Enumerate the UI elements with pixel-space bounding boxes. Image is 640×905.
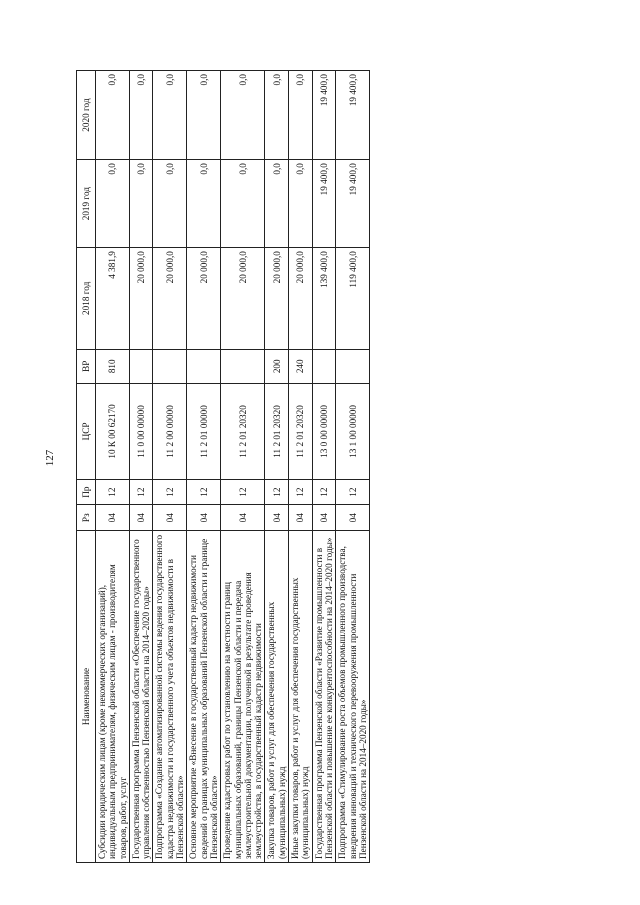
table-row: [129, 71, 153, 863]
header-2020: 2020 год: [77, 71, 96, 160]
cell-pr: 12: [129, 479, 153, 505]
cell-2019: 19 400,0: [336, 160, 370, 248]
cell-name: Государственная программа Пензенской области «Обеспечение государственного управления собственностью Пензенской области на 2014–2020 годы»: [129, 531, 153, 863]
cell-csr: 11 2 01 20320: [289, 384, 313, 480]
cell-2018: 4 381,9: [96, 248, 130, 349]
cell-name: Подпрограмма «Стимулирование роста объемов промышленного производства, внедрения инноваций и технического перевооружения промышленности Пензенской области на 2014–2020 годы»: [336, 531, 370, 863]
cell-csr: 10 К 00 62170: [96, 384, 130, 480]
cell-2019: 0,0: [265, 160, 289, 248]
cell-rz: 04: [336, 505, 370, 531]
table-row: [96, 71, 130, 863]
cell-vr: 200: [265, 349, 289, 384]
cell-csr: 13 0 00 00000: [312, 384, 336, 480]
cell-rz: 04: [129, 505, 153, 531]
rotated-table-frame: [76, 70, 568, 863]
cell-2020: 0,0: [129, 71, 153, 160]
header-name: Наименование: [77, 531, 96, 863]
page-number: 127: [44, 449, 56, 467]
cell-2020: 19 400,0: [312, 71, 336, 160]
cell-csr: 11 2 01 20320: [221, 384, 265, 480]
table-row: [187, 71, 221, 863]
header-csr: ЦСР: [77, 384, 96, 480]
cell-vr: 810: [96, 349, 130, 384]
cell-pr: 12: [153, 479, 187, 505]
cell-pr: 12: [265, 479, 289, 505]
cell-name: Субсидии юридическим лицам (кроме некоммерческих организаций), индивидуальным предпринимателям, физическим лицам - производителям товаров, работ, услуг: [96, 531, 130, 863]
table-row: [336, 71, 370, 863]
cell-2020: 19 400,0: [336, 71, 370, 160]
cell-2019: 0,0: [289, 160, 313, 248]
cell-2018: 20 000,0: [187, 248, 221, 349]
budget-table-container: [76, 70, 568, 863]
cell-csr: 13 1 00 00000: [336, 384, 370, 480]
cell-rz: 04: [187, 505, 221, 531]
cell-rz: 04: [289, 505, 313, 531]
cell-pr: 12: [336, 479, 370, 505]
cell-2019: 0,0: [221, 160, 265, 248]
table-row: [221, 71, 265, 863]
cell-name: Основное мероприятие «Внесение в государственный кадастр недвижимости сведений о границах муниципальных образований Пензенской области и границе Пензенской области»: [187, 531, 221, 863]
cell-vr: [129, 349, 153, 384]
cell-csr: 11 2 01 20320: [265, 384, 289, 480]
cell-pr: 12: [221, 479, 265, 505]
cell-2018: 20 000,0: [129, 248, 153, 349]
table-row: [312, 71, 336, 863]
cell-pr: 12: [96, 479, 130, 505]
cell-pr: 12: [312, 479, 336, 505]
cell-2019: 0,0: [129, 160, 153, 248]
cell-pr: 12: [187, 479, 221, 505]
cell-2020: 0,0: [96, 71, 130, 160]
cell-vr: [153, 349, 187, 384]
cell-vr: [312, 349, 336, 384]
cell-csr: 11 0 00 00000: [129, 384, 153, 480]
budget-table: [76, 70, 370, 863]
cell-2020: 0,0: [187, 71, 221, 160]
cell-rz: 04: [265, 505, 289, 531]
cell-2019: 0,0: [187, 160, 221, 248]
cell-vr: [221, 349, 265, 384]
cell-2020: 0,0: [221, 71, 265, 160]
cell-csr: 11 2 00 00000: [153, 384, 187, 480]
cell-rz: 04: [312, 505, 336, 531]
cell-name: Закупка товаров, работ и услуг для обеспечения государственных (муниципальных) нужд: [265, 531, 289, 863]
cell-csr: 11 2 01 00000: [187, 384, 221, 480]
cell-name: Проведение кадастровых работ по установлению на местности границ муниципальных образований, границы Пензенской области и передача землеустроительной документации, полученной в результате проведения землеустройства, в государственный кадастр недвижимости: [221, 531, 265, 863]
cell-rz: 04: [96, 505, 130, 531]
cell-vr: 240: [289, 349, 313, 384]
header-pr: Пр: [77, 479, 96, 505]
cell-2019: 0,0: [153, 160, 187, 248]
header-rz: Рз: [77, 505, 96, 531]
header-2018: 2018 год: [77, 248, 96, 349]
header-2019: 2019 год: [77, 160, 96, 248]
header-vr: ВР: [77, 349, 96, 384]
cell-rz: 04: [153, 505, 187, 531]
cell-2018: 20 000,0: [153, 248, 187, 349]
cell-2018: 20 000,0: [289, 248, 313, 349]
table-row: [289, 71, 313, 863]
cell-name: Подпрограмма «Создание автоматизированной системы ведения государственного кадастра недвижимости и государственного учета объектов недвижимости в Пензенской области»: [153, 531, 187, 863]
cell-2019: 0,0: [96, 160, 130, 248]
cell-vr: [336, 349, 370, 384]
cell-2020: 0,0: [289, 71, 313, 160]
cell-2020: 0,0: [265, 71, 289, 160]
cell-2020: 0,0: [153, 71, 187, 160]
cell-2018: 20 000,0: [265, 248, 289, 349]
cell-2019: 19 400,0: [312, 160, 336, 248]
cell-rz: 04: [221, 505, 265, 531]
header-row: [77, 71, 96, 863]
table-row: [265, 71, 289, 863]
table-row: [153, 71, 187, 863]
cell-name: Государственная программа Пензенской области «Развитие промышленности в Пензенской области и повышение ее конкурентоспособности на 2014–2020 годы»: [312, 531, 336, 863]
cell-2018: 119 400,0: [336, 248, 370, 349]
cell-pr: 12: [289, 479, 313, 505]
cell-2018: 139 400,0: [312, 248, 336, 349]
cell-2018: 20 000,0: [221, 248, 265, 349]
cell-name: Иные закупки товаров, работ и услуг для обеспечения государственных (муниципальных) нужд: [289, 531, 313, 863]
cell-vr: [187, 349, 221, 384]
